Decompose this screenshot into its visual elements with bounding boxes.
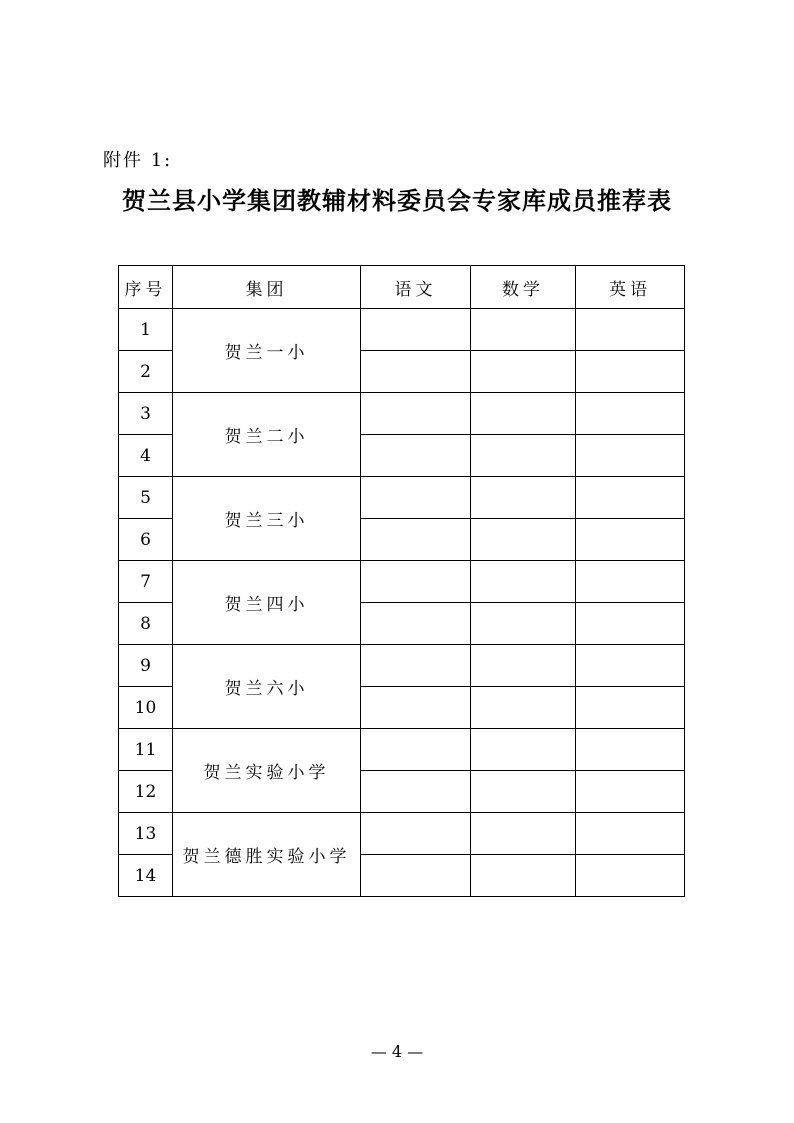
- row-number: 13: [119, 813, 173, 855]
- english-cell[interactable]: [576, 771, 685, 813]
- row-number: 8: [119, 603, 173, 645]
- row-number: 2: [119, 351, 173, 393]
- chinese-cell[interactable]: [361, 477, 471, 519]
- group-name: 贺兰六小: [173, 645, 361, 729]
- chinese-cell[interactable]: [361, 435, 471, 477]
- header-math: 数学: [471, 266, 576, 309]
- english-cell[interactable]: [576, 435, 685, 477]
- row-number: 11: [119, 729, 173, 771]
- table-row: [119, 393, 685, 435]
- math-cell[interactable]: [471, 561, 576, 603]
- row-number: 5: [119, 477, 173, 519]
- math-cell[interactable]: [471, 309, 576, 351]
- group-name: 贺兰三小: [173, 477, 361, 561]
- header-index: 序号: [119, 266, 173, 309]
- math-cell[interactable]: [471, 519, 576, 561]
- group-name: 贺兰实验小学: [173, 729, 361, 813]
- math-cell[interactable]: [471, 351, 576, 393]
- english-cell[interactable]: [576, 603, 685, 645]
- page-number: — 4 —: [370, 1042, 424, 1061]
- math-cell[interactable]: [471, 771, 576, 813]
- table-row: [119, 309, 685, 351]
- row-number: 14: [119, 855, 173, 897]
- english-cell[interactable]: [576, 477, 685, 519]
- math-cell[interactable]: [471, 477, 576, 519]
- table-row: [119, 645, 685, 687]
- chinese-cell[interactable]: [361, 309, 471, 351]
- group-name: 贺兰四小: [173, 561, 361, 645]
- chinese-cell[interactable]: [361, 729, 471, 771]
- chinese-cell[interactable]: [361, 393, 471, 435]
- row-number: 1: [119, 309, 173, 351]
- english-cell[interactable]: [576, 729, 685, 771]
- row-number: 4: [119, 435, 173, 477]
- english-cell[interactable]: [576, 561, 685, 603]
- chinese-cell[interactable]: [361, 813, 471, 855]
- table-row: [119, 561, 685, 603]
- row-number: 10: [119, 687, 173, 729]
- group-name: 贺兰二小: [173, 393, 361, 477]
- math-cell[interactable]: [471, 603, 576, 645]
- english-cell[interactable]: [576, 645, 685, 687]
- chinese-cell[interactable]: [361, 855, 471, 897]
- row-number: 12: [119, 771, 173, 813]
- header-chinese: 语文: [361, 266, 471, 309]
- table-header-row: [119, 266, 685, 309]
- row-number: 7: [119, 561, 173, 603]
- chinese-cell[interactable]: [361, 561, 471, 603]
- group-name: 贺兰一小: [173, 309, 361, 393]
- math-cell[interactable]: [471, 435, 576, 477]
- row-number: 6: [119, 519, 173, 561]
- math-cell[interactable]: [471, 393, 576, 435]
- english-cell[interactable]: [576, 309, 685, 351]
- header-group: 集团: [173, 266, 361, 309]
- table-row: [119, 477, 685, 519]
- math-cell[interactable]: [471, 687, 576, 729]
- document-title: 贺兰县小学集团教辅材料委员会专家库成员推荐表: [122, 186, 672, 215]
- chinese-cell[interactable]: [361, 519, 471, 561]
- chinese-cell[interactable]: [361, 687, 471, 729]
- chinese-cell[interactable]: [361, 645, 471, 687]
- row-number: 3: [119, 393, 173, 435]
- chinese-cell[interactable]: [361, 603, 471, 645]
- english-cell[interactable]: [576, 687, 685, 729]
- table-row: [119, 813, 685, 855]
- header-english: 英语: [576, 266, 685, 309]
- math-cell[interactable]: [471, 813, 576, 855]
- english-cell[interactable]: [576, 519, 685, 561]
- math-cell[interactable]: [471, 855, 576, 897]
- math-cell[interactable]: [471, 645, 576, 687]
- english-cell[interactable]: [576, 393, 685, 435]
- table-row: [119, 729, 685, 771]
- recommendation-table: [118, 265, 685, 897]
- math-cell[interactable]: [471, 729, 576, 771]
- english-cell[interactable]: [576, 855, 685, 897]
- group-name: 贺兰德胜实验小学: [173, 813, 361, 897]
- attachment-label: 附件 1:: [103, 150, 173, 171]
- row-number: 9: [119, 645, 173, 687]
- english-cell[interactable]: [576, 813, 685, 855]
- english-cell[interactable]: [576, 351, 685, 393]
- chinese-cell[interactable]: [361, 771, 471, 813]
- chinese-cell[interactable]: [361, 351, 471, 393]
